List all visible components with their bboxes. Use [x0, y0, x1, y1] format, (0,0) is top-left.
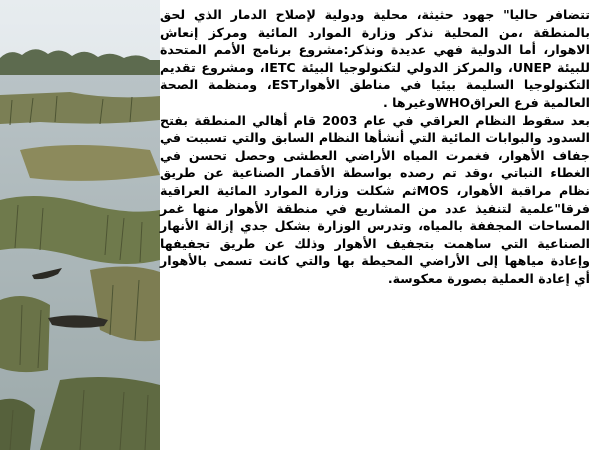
paragraph-intro: تتضافر حاليا" جهود حثيثة، محلية ودولية لإصلاح الدمار الذي لحق بالمنطقة ،من المحلية نذكر وزارة الموارد المائية ومركز إنعاش الاهوار، أما الدولية فهي عديدة ونذكر:مشروع برنامج الأمم المتحدة للبيئة UNEP، والمركز الدولي لتكنولوجيا البيئة IETC، ومشروع تقديم التكنولوجيا السليمة بيئيا في مناطق الأهوارEST، ومنظمة الصحة العالمية فرع العراقWHOوغيرها . — [160, 7, 590, 110]
paragraph-after-2003: بعد سقوط النظام العراقي في عام 2003 قام أهالي المنطقة بفتح السدود والبوابات المائية التي أنشأها النظام السابق والتي تسببت في جفاف الأهوار، فغمرت المياه الأراضي العطشى وحصل تحسن في الغطاء النباتي ،وقد تم رصده بواسطة الأقمار الصناعية عن طريق نظام مراقبة الأهوار، MOSثم شكلت وزارة الموارد المائية العراقية فرقا"علمية لتنفيذ عدد من المشاريع في منطقة الأهوار منها غمر المساحات المجففة بالمياه، وتدرس الوزارة بشكل جدي إزالة الأنهار الصناعية التي ساهمت بتجفيف الأهوار وذلك عن طريق تجفيفها وإعادة مياهها إلى الأراضي المحيطة بها والتي كانت تسمى بالأهوار أي إعادة العملية بصورة معكوسة. — [160, 112, 590, 286]
marsh-reed-boats-photo-icon — [0, 0, 160, 450]
article-text — [160, 6, 590, 446]
marsh-photo — [0, 0, 160, 450]
